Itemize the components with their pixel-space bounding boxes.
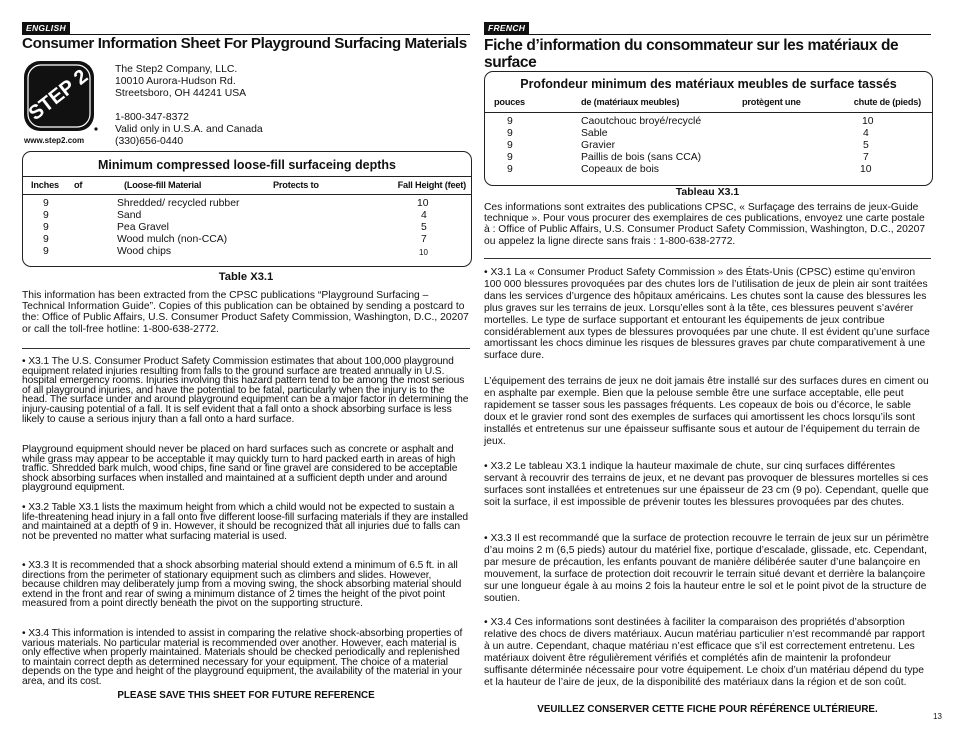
- height-cell: 4: [421, 210, 427, 221]
- french-paragraph-x3-1: • X3.1 La « Consumer Product Safety Commission » des États-Unis (CPSC) estime qu’environ 100 000 blessures provoquées par des chutes lors de l’utilisation de jeux de plein air sont traitées dans les services d’urgence des hôpitaux américains. Les chutes sont la cause des blessures les plus graves sur les terrains de jeux. Lorsqu’elles sont à la tête, ces blessures peuvent s’avérer mortelles. Le type de surface supportant et entourant les équipements de jeux contribue considérablement aux types de blessures provoquées par une chute. Il est évident qu’une surface amortissant les chocs diminue les risques de blessures graves par chute comparativement à une surface dure.: [484, 267, 930, 362]
- english-paragraph-x3-3: • X3.3 It is recommended that a shock absorbing material should extend a minimum of 6.5 ft. in all directions from the perimeter of stationary equipment such as climbers and slides. However, because children may deliberately jump from a moving swing, the shock absorbing material should extend in the front and rear of swing a minimum distance of 2 times the height of the pivot point measured from a point directly beneath the pivot on the supporting structure.: [22, 560, 462, 610]
- material-cell: Copeaux de bois: [581, 164, 659, 175]
- english-table-caption: Table X3.1: [218, 271, 274, 283]
- table-divider: [23, 176, 471, 177]
- depth-cell: 9: [43, 246, 49, 257]
- height-cell: 10: [419, 248, 428, 257]
- material-cell: Caoutchouc broyé/recyclé: [581, 116, 702, 127]
- step2-logo: [22, 59, 100, 135]
- english-paragraph-x3-2: • X3.2 Table X3.1 lists the maximum height from which a child would not be expected to sustain a life-threatening head injury in a fall onto five different loose-fill surfacing materials if they are installed and maintained at a depth of 9 in. However, it should be recognized that all injuries due to falls can not be prevented no matter what surfacing material is used.: [22, 502, 469, 542]
- address-line: [115, 100, 263, 112]
- material-cell: Sand: [117, 210, 142, 221]
- depth-cell: 9: [43, 222, 49, 233]
- height-cell: 10: [417, 198, 429, 209]
- column-header-height: Fall Height (feet): [397, 180, 466, 190]
- phone-number: 1-800-347-8372: [115, 112, 189, 123]
- company-address: [115, 64, 263, 148]
- english-language-tag: ENGLISH: [22, 22, 70, 34]
- french-footer-note: VEUILLEZ CONSERVER CETTE FICHE POUR RÉFÉRENCE ULTÉRIEURE.: [537, 704, 878, 715]
- english-depth-table: [22, 151, 472, 267]
- french-paragraph-x3-4: • X3.4 Ces informations sont destinées à faciliter la comparaison des propriétés d’absorption relative des chocs de divers matériaux. Aucun matériau particulier n’est recommandé par rapport à un autre. Cependant, chaque matériau n’est efficace que s’il est correctement entretenu. Les matériaux doivent être régulièrement vérifiés et complétés afin de maintenir la profondeur suffisante déterminée nécessaire pour votre équipement. Le choix d’un matériau dépend du type et la hauteur de l’aire de jeux, de la disponibilité des matériaux dans la région et de son coût.: [484, 617, 925, 688]
- depth-cell: 9: [507, 116, 513, 127]
- address-line: Valid only in U.S.A. and Canada: [115, 124, 263, 135]
- french-depth-table: [484, 71, 933, 186]
- table-title: Profondeur minimum des matériaux meubles de surface tassés: [520, 77, 897, 91]
- french-paragraph-x3-3: • X3.3 Il est recommandé que la surface de protection recouvre le terrain de jeux sur un périmètre d’au moins 2 m (6,5 pieds) autour du matériel fixe, portique d’escalade, glissade, etc. Cependant, par mesure de précaution, les enfants pouvant de manière délibérée sauter d’une balançoire en mouvement, la surface de protection doit recouvrir le terrain situé devant et derrière la balançoire sur une longueur égale à au moins 2 fois la hauteur entre le sol et le point pivot de la structure de soutien.: [484, 533, 929, 604]
- column-header-of: of: [74, 180, 83, 190]
- material-cell: Sable: [581, 128, 608, 139]
- english-paragraph-ground: Playground equipment should never be placed on hard surfaces such as concrete or asphalt and while grass may appear to be acceptable it may quickly turn to hard packed earth in areas of high traffic. Shredded bark mulch, wood chips, fine sand or fine gravel are considered to be acceptable shock absorbing surfaces when installed and maintained at a sufficient depth under and around playground equipment.: [22, 444, 458, 494]
- page-number: 13: [933, 712, 942, 721]
- french-language-tag: FRENCH: [484, 22, 529, 34]
- table-divider: [23, 194, 471, 195]
- column-header-protegent: protègent une: [742, 97, 801, 107]
- english-section-divider: [22, 348, 470, 349]
- depth-cell: 9: [43, 198, 49, 209]
- depth-cell: 9: [507, 152, 513, 163]
- height-cell: 4: [863, 128, 869, 139]
- french-page-title: Fiche d’information du consommateur sur les matériaux de surface: [484, 37, 899, 71]
- french-section-bar: [484, 22, 931, 35]
- material-cell: Paillis de bois (sans CCA): [581, 152, 702, 163]
- table-divider: [485, 112, 932, 113]
- column-header-chute: chute de (pieds): [853, 97, 921, 107]
- address-line: The Step2 Company, LLC.: [115, 64, 238, 75]
- french-section-divider: [484, 258, 931, 259]
- column-header-inches: Inches: [31, 180, 59, 190]
- column-header-materiaux: de (matériaux meubles): [581, 97, 680, 107]
- material-cell: Wood chips: [117, 246, 172, 257]
- material-cell: Pea Gravel: [117, 222, 169, 233]
- table-title: Minimum compressed loose-fill surfaceing depths: [98, 158, 396, 172]
- height-cell: 5: [863, 140, 869, 151]
- height-cell: 7: [421, 234, 427, 245]
- height-cell: 7: [863, 152, 869, 163]
- height-cell: 5: [421, 222, 427, 233]
- french-paragraph-ground: L’équipement des terrains de jeux ne doit jamais être installé sur des surfaces dures en ciment ou en asphalte par exemple. Bien que la pelouse semble être une surface acceptable, elle peut rapidement se tasser sous les passages fréquents. Les copeaux de bois ou d’écorce, le sable doux et le gravier rond sont des exemples de surfaces qui amortissent les chocs lorsqu’ils sont installés et entretenus sur une épaisseur suffisante sous et autour de l’équipement du terrain de jeux.: [484, 376, 929, 447]
- french-paragraph-x3-2: • X3.2 Le tableau X3.1 indique la hauteur maximale de chute, sur cinq surfaces différentes servant à recouvrir des terrains de jeux, et ne devant pas provoquer de blessures mortelles si ces surfaces sont installées et entretenues sur une épaisseur de 23 cm (9 po). Cependant, quelle que soit la surface, il est impossible de prévenir toutes les blessures provoquées par des chutes.: [484, 461, 929, 508]
- website-url: www.step2.com: [24, 136, 85, 145]
- english-section-bar: [22, 22, 470, 35]
- depth-cell: 9: [507, 164, 513, 175]
- column-header-protects: Protects to: [273, 180, 319, 190]
- logo-lettering: STEP 2: [24, 65, 93, 125]
- depth-cell: 9: [507, 128, 513, 139]
- english-page-title: Consumer Information Sheet For Playground Surfacing Materials: [22, 35, 467, 52]
- depth-cell: 9: [43, 210, 49, 221]
- french-intro-paragraph: Ces informations sont extraites des publications CPSC, « Surfaçage des terrains de jeux-Guide technique ». Pour vous procurer des exemplaires de ces publications, envoyez une carte postale à : Office of Public Affairs, U.S. Consumer Product Safety Commission, Washington, D.C., 20207 ou appelez la ligne directe sans frais : 1-800-638-2772.: [484, 202, 926, 247]
- height-cell: 10: [862, 116, 874, 127]
- french-table-caption: Tableau X3.1: [675, 186, 740, 198]
- column-header-pouces: pouces: [494, 97, 525, 107]
- height-cell: 10: [860, 164, 872, 175]
- material-cell: Gravier: [581, 140, 616, 151]
- phone-number: (330)656-0440: [115, 136, 184, 147]
- address-line: Streetsboro, OH 44241 USA: [115, 88, 247, 99]
- english-footer-note: PLEASE SAVE THIS SHEET FOR FUTURE REFERENCE: [117, 690, 375, 701]
- english-paragraph-x3-1: • X3.1 The U.S. Consumer Product Safety Commission estimates that about 100,000 playground equipment related injuries resulting from falls to the ground surface are treated annually in U.S. hospital emergency rooms. Injuries involving this hazard pattern tend to be among the most serious of all playground injuries, and have the potential to be fatal, particularly when the injury is to the head. The surface under and around playground equipment can be a major factor in determining the injury-causing potential of a fall. It is self evident that a fall onto a shock absorbing surface is less likely to cause a serious injury than a fall onto a hard surface.: [22, 356, 469, 425]
- column-header-material: (Loose-fill Material: [124, 180, 202, 190]
- depth-cell: 9: [43, 234, 49, 245]
- material-cell: Shredded/ recycled rubber: [117, 198, 240, 209]
- english-intro-paragraph: This information has been extracted from the CPSC publications “Playground Surfacing – Technical Information Guide”. Copies of this publication can be obtained by sending a postcard to the: Office of Public Affairs, U.S. Consumer Product Safety Commission, Washington, D.C., 20207 or call the toll-free hotline: 1-800-638-2772.: [22, 290, 469, 335]
- english-paragraph-x3-4: • X3.4 This information is intended to assist in comparing the relative shock-absorbing properties of various materials. No particular material is recommended over another. However, each material is only effective when properly maintained. Materials should be checked periodically and replenished to maintain correct depth as determined necessary for your equipment. The choice of a material depends on the type and height of the playground equipment, the availability of the material in your area, and its cost.: [22, 628, 463, 687]
- address-line: 10010 Aurora-Hudson Rd.: [115, 76, 236, 87]
- depth-cell: 9: [507, 140, 513, 151]
- material-cell: Wood mulch (non-CCA): [117, 234, 228, 245]
